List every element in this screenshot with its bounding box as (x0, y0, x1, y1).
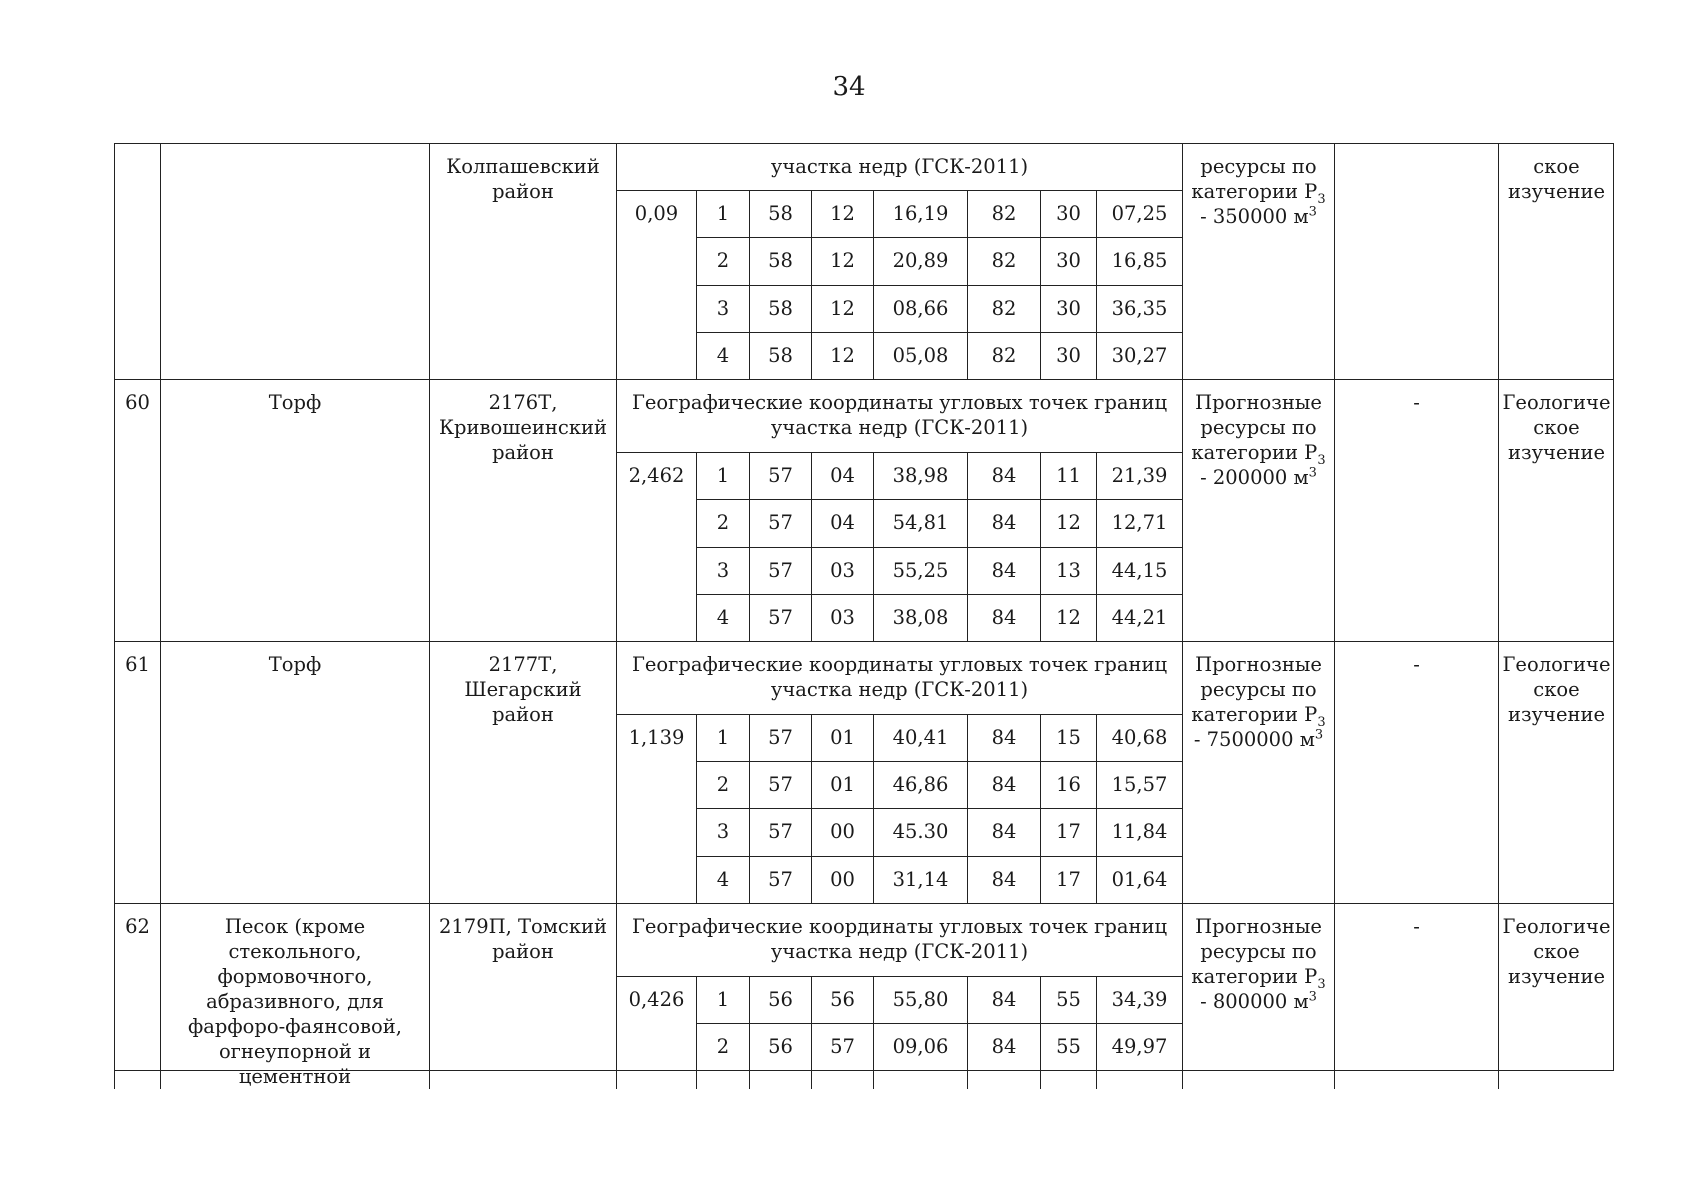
lon-seconds: 12,71 (1096, 499, 1182, 547)
lon-minutes: 55 (1040, 1023, 1096, 1089)
lat-degrees: 57 (749, 499, 811, 547)
lat-minutes: 03 (811, 547, 873, 594)
lon-seconds: 30,27 (1096, 332, 1182, 379)
point-number: 2 (696, 237, 749, 285)
point-number: 3 (696, 547, 749, 594)
location-cell: 2179П, Томский район (429, 903, 616, 1089)
lat-minutes: 00 (811, 856, 873, 903)
point-number: 4 (696, 594, 749, 641)
area-cell: 1,139 (616, 714, 696, 903)
purpose-cell: ское изучение (1498, 143, 1614, 379)
lon-minutes: 11 (1040, 452, 1096, 499)
point-number: 4 (696, 332, 749, 379)
point-number: 1 (696, 190, 749, 237)
lon-degrees: 82 (967, 237, 1040, 285)
lon-seconds: 49,97 (1096, 1023, 1182, 1089)
coordinates-header: Географические координаты угловых точек границ участка недр (ГСК-2011) (616, 379, 1182, 452)
coordinates-header: участка недр (ГСК-2011) (616, 143, 1182, 190)
resources-text: Прогнозные ресурсы по категории Р (1191, 915, 1322, 988)
area-cell: 0,09 (616, 190, 696, 379)
lon-degrees: 84 (967, 761, 1040, 808)
lon-seconds: 07,25 (1096, 190, 1182, 237)
lon-minutes: 30 (1040, 190, 1096, 237)
resources-category-index: 3 (1317, 452, 1326, 468)
location-cell: 2176Т, Кривошеинский район (429, 379, 616, 641)
resources-cell (1182, 379, 1334, 641)
lon-minutes: 12 (1040, 594, 1096, 641)
resources-text: Прогнозные ресурсы по категории Р (1191, 391, 1322, 464)
mineral-cell: Песок (кроме стекольного, формовочного, абразивного, для фарфоро-фаянсовой, огнеупорной и цементной (160, 903, 429, 1089)
area-cell: 0,426 (616, 976, 696, 1089)
lon-seconds: 21,39 (1096, 452, 1182, 499)
lon-degrees: 84 (967, 594, 1040, 641)
lon-seconds: 01,64 (1096, 856, 1182, 903)
row-number-cell (114, 143, 160, 379)
lon-seconds: 44,21 (1096, 594, 1182, 641)
lat-degrees: 57 (749, 856, 811, 903)
coordinates-header: Географические координаты угловых точек границ участка недр (ГСК-2011) (616, 903, 1182, 976)
unit-exponent: 3 (1308, 204, 1317, 220)
lat-degrees: 58 (749, 332, 811, 379)
lat-degrees: 56 (749, 976, 811, 1023)
resources-category-index: 3 (1317, 976, 1326, 992)
lat-minutes: 12 (811, 285, 873, 332)
point-number: 2 (696, 761, 749, 808)
resources-text: Прогнозные ресурсы по категории Р (1191, 653, 1322, 726)
resources-cell (1182, 903, 1334, 1089)
resources-amount: - 200000 м (1200, 466, 1309, 489)
lat-degrees: 57 (749, 714, 811, 761)
lon-degrees: 82 (967, 285, 1040, 332)
point-number: 1 (696, 452, 749, 499)
mineral-cell: Торф (160, 641, 429, 903)
location-cell: 2177Т, Шегарский район (429, 641, 616, 903)
lat-minutes: 03 (811, 594, 873, 641)
lon-degrees: 84 (967, 452, 1040, 499)
lat-minutes: 56 (811, 976, 873, 1023)
unit-exponent: 3 (1308, 465, 1317, 481)
lat-seconds: 16,19 (873, 190, 967, 237)
purpose-cell: Геологиче ское изучение (1498, 641, 1614, 903)
lon-seconds: 40,68 (1096, 714, 1182, 761)
row-number-cell: 62 (114, 903, 160, 1089)
lon-minutes: 30 (1040, 237, 1096, 285)
lat-seconds: 55,80 (873, 976, 967, 1023)
lat-seconds: 40,41 (873, 714, 967, 761)
lon-minutes: 17 (1040, 856, 1096, 903)
lon-seconds: 11,84 (1096, 808, 1182, 856)
point-number: 2 (696, 499, 749, 547)
lat-degrees: 57 (749, 547, 811, 594)
other-cell: - (1334, 903, 1498, 1089)
unit-exponent: 3 (1314, 727, 1324, 743)
resources-cell (1182, 143, 1334, 379)
lat-degrees: 58 (749, 190, 811, 237)
lon-minutes: 30 (1040, 285, 1096, 332)
unit-exponent: 3 (1308, 989, 1317, 1005)
lon-minutes: 17 (1040, 808, 1096, 856)
lat-degrees: 58 (749, 285, 811, 332)
lat-degrees: 57 (749, 452, 811, 499)
lon-minutes: 13 (1040, 547, 1096, 594)
lon-degrees: 84 (967, 547, 1040, 594)
lat-degrees: 58 (749, 237, 811, 285)
mineral-cell: Торф (160, 379, 429, 641)
lat-minutes: 12 (811, 237, 873, 285)
resources-cell (1182, 641, 1334, 903)
lat-seconds: 38,98 (873, 452, 967, 499)
point-number: 1 (696, 714, 749, 761)
lat-seconds: 38,08 (873, 594, 967, 641)
row-number-cell: 60 (114, 379, 160, 641)
row-number-cell: 61 (114, 641, 160, 903)
purpose-cell: Геологиче ское изучение (1498, 903, 1614, 1089)
resources-amount: - 7500000 м (1193, 728, 1315, 751)
lat-seconds: 46,86 (873, 761, 967, 808)
lat-minutes: 04 (811, 452, 873, 499)
lon-minutes: 30 (1040, 332, 1096, 379)
lon-degrees: 82 (967, 332, 1040, 379)
lat-minutes: 12 (811, 190, 873, 237)
lon-degrees: 84 (967, 856, 1040, 903)
lon-seconds: 16,85 (1096, 237, 1182, 285)
lat-seconds: 54,81 (873, 499, 967, 547)
other-cell (1334, 143, 1498, 379)
point-number: 3 (696, 285, 749, 332)
lat-minutes: 12 (811, 332, 873, 379)
lon-degrees: 82 (967, 190, 1040, 237)
lon-seconds: 36,35 (1096, 285, 1182, 332)
lon-minutes: 12 (1040, 499, 1096, 547)
resources-text: ресурсы по категории Р (1191, 155, 1318, 203)
purpose-cell: Геологиче ское изучение (1498, 379, 1614, 641)
lat-minutes: 01 (811, 714, 873, 761)
resources-category-index: 3 (1317, 714, 1326, 730)
other-cell: - (1334, 379, 1498, 641)
lat-seconds: 05,08 (873, 332, 967, 379)
lon-degrees: 84 (967, 714, 1040, 761)
lat-degrees: 56 (749, 1023, 811, 1089)
point-number: 3 (696, 808, 749, 856)
subsoil-table (114, 143, 1614, 1088)
lon-minutes: 55 (1040, 976, 1096, 1023)
lon-degrees: 84 (967, 976, 1040, 1023)
lat-degrees: 57 (749, 808, 811, 856)
lat-minutes: 57 (811, 1023, 873, 1089)
other-cell: - (1334, 641, 1498, 903)
location-cell: Колпашевский район (429, 143, 616, 379)
lat-seconds: 45.30 (873, 808, 967, 856)
coordinates-header: Географические координаты угловых точек границ участка недр (ГСК-2011) (616, 641, 1182, 714)
lon-degrees: 84 (967, 808, 1040, 856)
lat-seconds: 20,89 (873, 237, 967, 285)
lon-seconds: 34,39 (1096, 976, 1182, 1023)
lon-seconds: 15,57 (1096, 761, 1182, 808)
point-number: 4 (696, 856, 749, 903)
lat-degrees: 57 (749, 594, 811, 641)
resources-amount: - 350000 м (1200, 205, 1309, 228)
point-number: 2 (696, 1023, 749, 1089)
lon-minutes: 16 (1040, 761, 1096, 808)
page-number: 34 (832, 72, 866, 102)
lat-minutes: 00 (811, 808, 873, 856)
lon-degrees: 84 (967, 1023, 1040, 1089)
mineral-cell (160, 143, 429, 379)
area-cell: 2,462 (616, 452, 696, 641)
point-number: 1 (696, 976, 749, 1023)
lat-seconds: 09,06 (873, 1023, 967, 1089)
lat-degrees: 57 (749, 761, 811, 808)
lat-minutes: 01 (811, 761, 873, 808)
lat-seconds: 08,66 (873, 285, 967, 332)
resources-category-index: 3 (1317, 191, 1326, 207)
lat-seconds: 31,14 (873, 856, 967, 903)
resources-amount: - 800000 м (1200, 990, 1309, 1013)
lon-seconds: 44,15 (1096, 547, 1182, 594)
lat-minutes: 04 (811, 499, 873, 547)
lon-degrees: 84 (967, 499, 1040, 547)
lat-seconds: 55,25 (873, 547, 967, 594)
lon-minutes: 15 (1040, 714, 1096, 761)
